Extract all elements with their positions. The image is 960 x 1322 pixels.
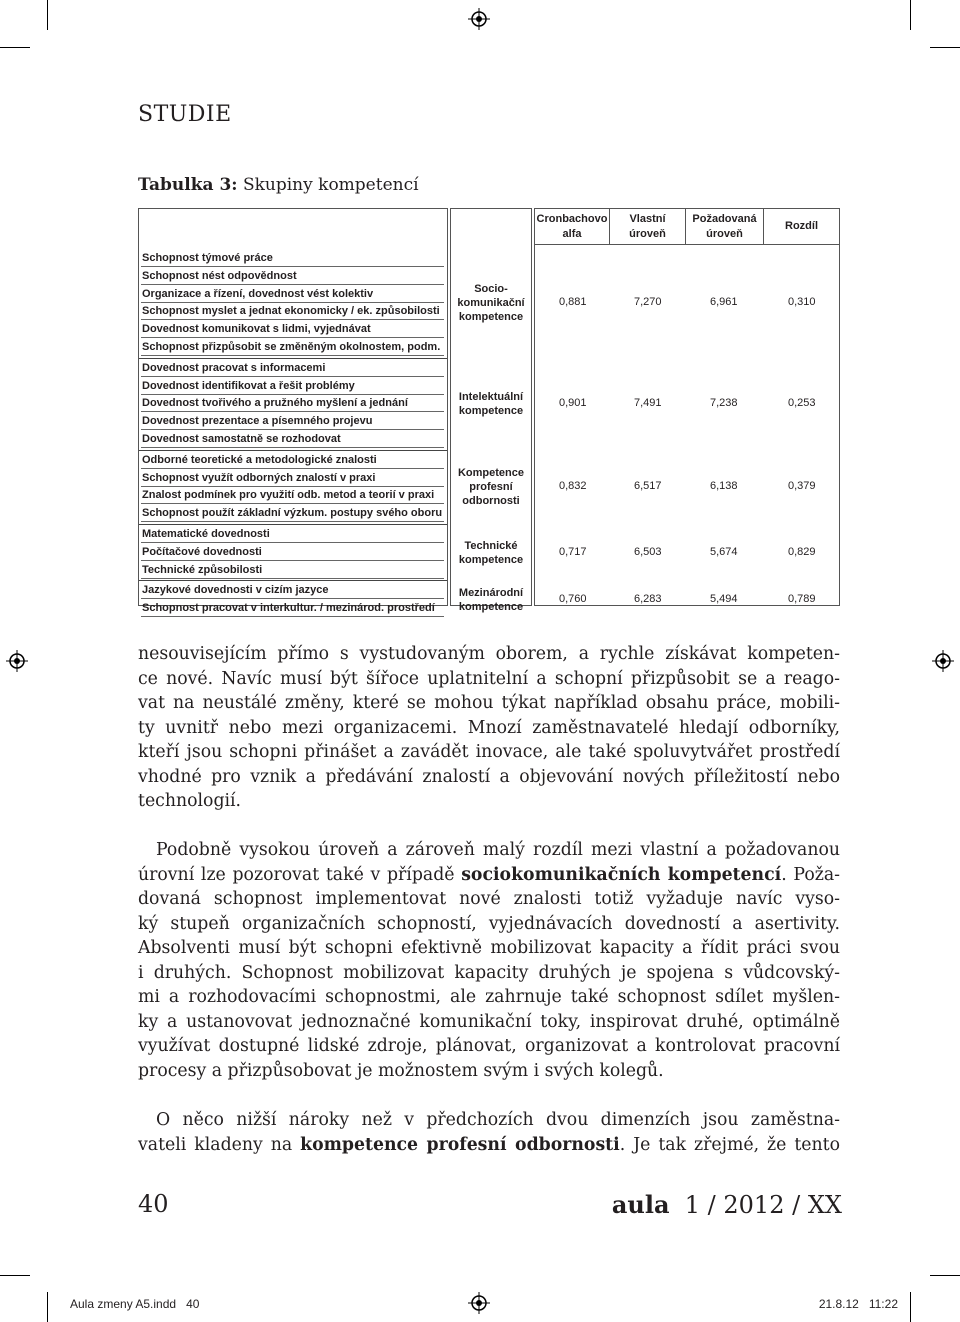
crop-mark — [910, 0, 911, 30]
cell-own-level: 7,491 — [634, 397, 662, 410]
competence-item: Jazykové dovednosti v cizím jazyce — [141, 583, 444, 599]
body-paragraph-1 — [138, 642, 840, 814]
competence-item: Znalost podmínek pro využití odb. metod a teorií v praxi — [141, 488, 444, 504]
group-labels-column — [450, 208, 532, 614]
text-line: procesy a přizpůsobovat je možnostem svým i svých kolegů. — [138, 1060, 664, 1081]
cell-alpha: 0,760 — [559, 593, 587, 606]
group-label-line: profesní — [469, 481, 513, 494]
table-caption-title: Skupiny kompetencí — [242, 175, 419, 195]
text-line: nesouvisejícím přímo s vystudovaným oborem, a rychle získávat kompeten- — [138, 644, 840, 664]
text-line: dovaná schopnost implementovat nové znalosti totiž vyžaduje navíc vyso- — [138, 889, 840, 909]
group-label-line: Mezinárodní — [458, 587, 524, 600]
group-label-line: Kompetence — [457, 467, 525, 480]
group-label — [451, 282, 531, 324]
header-difference: Rozdíl — [764, 209, 839, 245]
crop-mark — [930, 47, 960, 48]
cell-required-level: 5,494 — [710, 593, 738, 606]
body-paragraph-3 — [138, 1108, 840, 1157]
registration-mark-icon — [468, 8, 490, 30]
group-divider — [139, 580, 447, 581]
group-label-line: kompetence — [458, 553, 524, 566]
group-label-line: Intelektuální — [458, 391, 524, 404]
cell-required-level: 6,961 — [710, 296, 738, 309]
registration-mark-icon — [6, 650, 28, 672]
competence-item: Schopnost využít odborných znalostí v praxi — [141, 471, 444, 487]
crop-mark — [0, 47, 30, 48]
cell-alpha: 0,832 — [559, 480, 587, 493]
text-line: úrovní lze pozorovat také v případě sociokomunikačních kompetencí. Poža- — [138, 864, 840, 885]
values-column — [534, 208, 840, 606]
crop-mark — [47, 0, 48, 30]
competence-table — [138, 208, 840, 615]
competence-item: Odborné teoretické a metodologické znalosti — [141, 453, 444, 469]
cell-difference: 0,829 — [788, 545, 816, 558]
registration-mark-icon — [932, 650, 954, 672]
text-line: ty uvnitř nebo mezi organizacemi. Mnozí zaměstnavatelé hledají odborníky, — [138, 717, 840, 738]
cell-own-level: 7,270 — [634, 296, 662, 309]
competence-item: Technické způsobilosti — [141, 563, 444, 579]
cell-own-level: 6,283 — [634, 593, 662, 606]
competence-item: Dovednost tvořivého a pružného myšlení a jednání — [141, 396, 444, 412]
cell-own-level: 6,503 — [634, 545, 662, 558]
text-line: vat na neustálé změny, které se mohou týkat například obsahu práce, mobili- — [138, 693, 840, 713]
crop-mark — [910, 1292, 911, 1322]
table-caption-number: Tabulka 3: — [138, 175, 238, 195]
cell-alpha: 0,717 — [559, 545, 587, 558]
group-label-line: kompetence — [458, 601, 524, 614]
competence-item: Schopnost přizpůsobit se změněným okolnostem, podm. — [141, 340, 444, 356]
header-alpha: Cronbachovo alfa — [535, 209, 610, 245]
group-label-line: Technické — [464, 539, 518, 552]
competence-item: Dovednost samostatně se rozhodovat — [141, 432, 444, 448]
text-line: technologií. — [138, 791, 242, 811]
text-line: mi a rozhodovacími schopnostmi, ale zahrnuje také schopnost sdílet myšlen- — [138, 987, 840, 1007]
header-own-level: Vlastní úroveň — [610, 209, 686, 245]
body-paragraph-2 — [138, 838, 840, 1083]
text-line: vateli kladeny na kompetence profesní odbornosti. Je tak zřejmé, že tento — [138, 1134, 840, 1155]
cell-difference: 0,789 — [788, 593, 816, 606]
text-line: ky a ustanovovat jednoznačné komunikační toky, inspirovat druhé, optimálně — [138, 1011, 840, 1032]
text-line: kteří jsou schopni přinášet a zavádět inovace, ale také spoluvytvářet prostředí — [138, 742, 840, 762]
group-label-line: kompetence — [458, 405, 524, 418]
group-divider — [139, 524, 447, 525]
text-line: O něco nižší nároky než v předchozích dvou dimenzích jsou zaměstna- — [156, 1110, 840, 1130]
competence-item: Dovednost prezentace a písemného projevu — [141, 414, 444, 430]
text-line: i druhých. Schopnost mobilizovat kapacity druhých je spojena s vůdcovský- — [138, 962, 840, 983]
emphasis-professional: kompetence profesní odbornosti — [300, 1134, 620, 1155]
competence-item: Schopnost myslet a jednat ekonomicky / ek. způsobilosti — [141, 304, 444, 320]
competence-item: Dovednost pracovat s informacemi — [141, 361, 444, 377]
text-line: Podobně vysokou úroveň a zároveň malý rozdíl mezi vlastní a požadovanou — [156, 840, 840, 860]
group-label-line: kompetence — [458, 311, 524, 324]
competence-item: Schopnost pracovat v interkultur. / mezinárod. prostředí — [141, 601, 444, 617]
slug-datetime: 21.8.12 11:22 — [818, 1297, 898, 1311]
group-divider — [139, 450, 447, 451]
cell-difference: 0,253 — [788, 397, 816, 410]
cell-difference: 0,379 — [788, 480, 816, 493]
journal-name: aula — [611, 1190, 670, 1219]
competence-item: Schopnost nést odpovědnost — [141, 269, 444, 285]
registration-mark-icon — [468, 1292, 490, 1314]
emphasis-sociocommunicative: sociokomunikačních kompetencí — [461, 864, 782, 885]
group-label — [451, 390, 531, 418]
group-label — [451, 539, 531, 567]
competence-item: Počítačové dovednosti — [141, 545, 444, 561]
competence-item: Schopnost týmové práce — [141, 251, 444, 267]
cell-required-level: 6,138 — [710, 480, 738, 493]
text-line: vhodné pro vznik a předávání znalostí a objevování nových příležitostí nebo — [138, 766, 840, 787]
competence-item: Schopnost použít základní výzkum. postupy svého oboru — [141, 506, 444, 522]
journal-info — [612, 1190, 842, 1219]
cell-required-level: 7,238 — [710, 397, 738, 410]
text-line: využívat dostupné lidské zdroje, plánovat, organizovat a kontrolovat pracovní — [138, 1036, 840, 1056]
cell-own-level: 6,517 — [634, 480, 662, 493]
crop-mark — [0, 1275, 30, 1276]
group-label — [451, 586, 531, 614]
crop-mark — [47, 1292, 48, 1322]
cell-alpha: 0,901 — [559, 397, 587, 410]
table-caption — [138, 175, 419, 195]
competence-item: Matematické dovednosti — [141, 527, 444, 543]
cell-difference: 0,310 — [788, 296, 816, 309]
group-label — [451, 466, 531, 508]
competence-items-column — [138, 208, 448, 615]
journal-issue: 1 / 2012 / XX — [684, 1191, 842, 1219]
page-number: 40 — [138, 1190, 169, 1218]
competence-item: Dovednost komunikovat s lidmi, vyjednávat — [141, 322, 444, 338]
text-line: ký stupeň organizačních schopností, vyjednávacích dovedností a asertivity. — [138, 913, 840, 934]
slug-filename: Aula zmeny A5.indd 40 — [70, 1297, 200, 1311]
crop-mark — [930, 1275, 960, 1276]
group-label-line: Socio- — [474, 283, 508, 296]
text-line: ce nové. Navíc musí být šířoce uplatnitelní a schopní přizpůsobit se a reago- — [138, 668, 840, 689]
competence-item: Organizace a řízení, dovednost vést kolektiv — [141, 287, 444, 303]
text-line: Absolventi musí být schopni efektivně mobilizovat kapacity a řídit práci svou — [138, 938, 840, 958]
group-label-line: odbornosti — [462, 495, 520, 508]
cell-alpha: 0,881 — [559, 296, 587, 309]
section-heading: STUDIE — [138, 102, 232, 127]
header-required-level: Požadovaná úroveň — [686, 209, 764, 245]
competence-item: Dovednost identifikovat a řešit problémy — [141, 379, 444, 395]
group-label-line: komunikační — [457, 297, 525, 310]
group-divider — [139, 358, 447, 359]
cell-required-level: 5,674 — [710, 545, 738, 558]
